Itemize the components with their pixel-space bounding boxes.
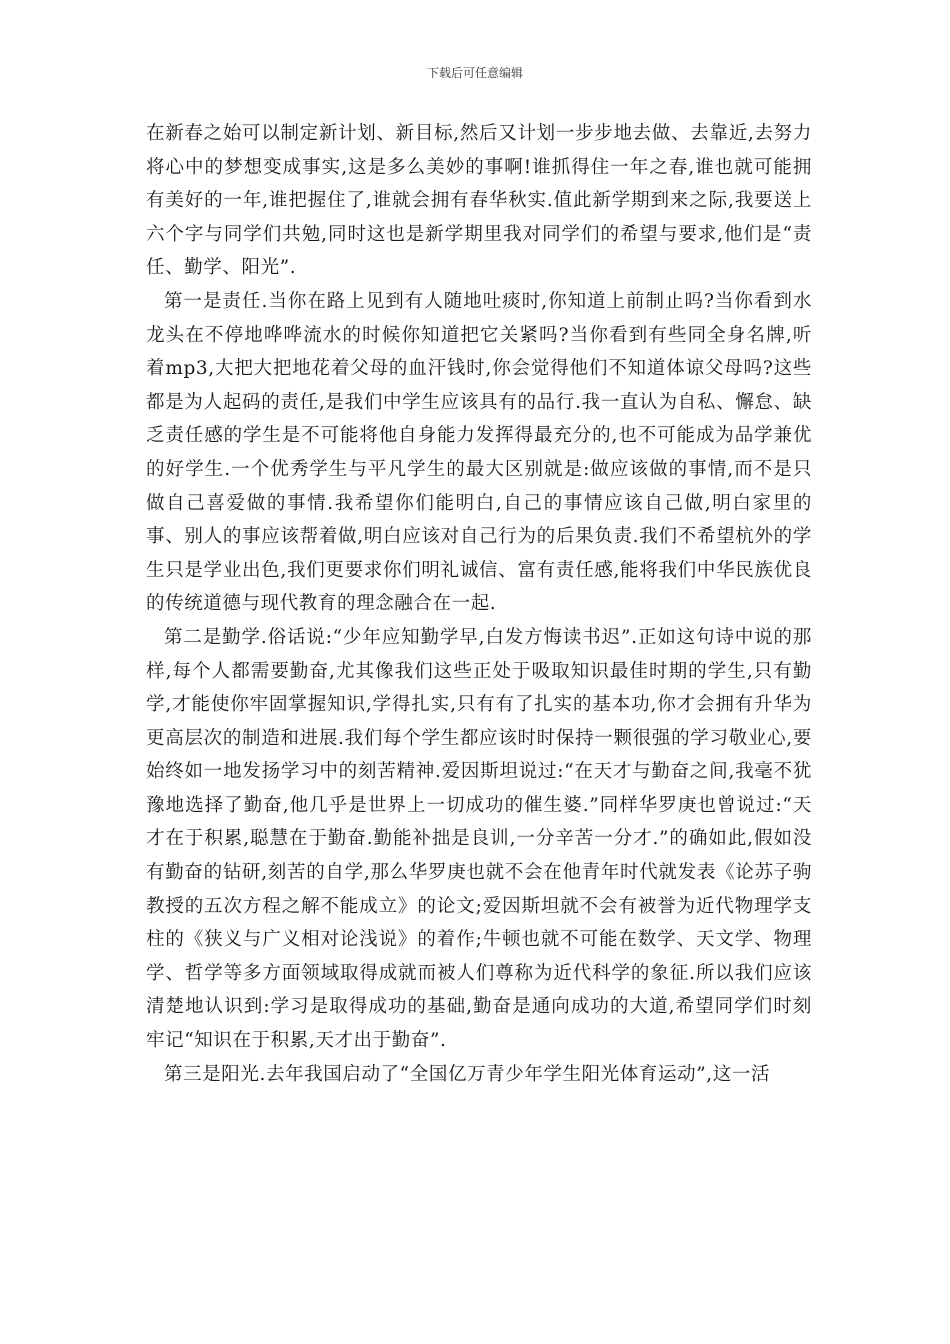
document-body: [146, 117, 812, 1091]
paragraph-diligence: 第二是勤学.俗话说:“少年应知勤学早,白发方悔读书迟”.正如这句诗中说的那样,每个人都需要勤奋,尤其像我们这些正处于吸取知识最佳时期的学生,只有勤学,才能使你牢固掌握知识,学得扎实,只有有了扎实的基本功,你才会拥有升华为更高层次的制造和进展.我们每个学生都应该时时保持一颗很强的学习敬业心,要始终如一地发扬学习中的刻苦精神.爱因斯坦说过:“在天才与勤奋之间,我毫不犹豫地选择了勤奋,他几乎是世界上一切成功的催生婆.”同样华罗庚也曾说过:“天才在于积累,聪慧在于勤奋.勤能补拙是良训,一分辛苦一分才.”的确如此,假如没有勤奋的钻研,刻苦的自学,那么华罗庚也就不会在他青年时代就发表《论苏子驹教授的五次方程之解不能成立》的论文;爱因斯坦就不会有被誉为近代物理学支柱的《狭义与广义相对论浅说》的着作;牛顿也就不可能在数学、天文学、物理学、哲学等多方面领域取得成就而被人们尊称为近代科学的象征.所以我们应该清楚地认识到:学习是取得成功的基础,勤奋是通向成功的大道,希望同学们时刻牢记“知识在于积累,天才出于勤奋”.: [146, 626, 812, 1052]
paragraph-responsibility: 第一是责任.当你在路上见到有人随地吐痰时,你知道上前制止吗?当你看到水龙头在不停地哗哗流水的时候你知道把它关紧吗?当你看到有些同全身名牌,听着mp3,大把大把地花着父母的血汗钱时,你会觉得他们不知道体谅父母吗?这些都是为人起码的责任,是我们中学生应该具有的品行.我一直认为自私、懈怠、缺乏责任感的学生是不可能将他自身能力发挥得最充分的,也不可能成为品学兼优的好学生.一个优秀学生与平凡学生的最大区别就是:做应该做的事情,而不是只做自己喜爱做的事情.我希望你们能明白,自己的事情应该自己做,明白家里的事、别人的事应该帮着做,明白应该对自己行为的后果负责.我们不希望杭外的学生只是学业出色,我们更要求你们明礼诚信、富有责任感,能将我们中华民族优良的传统道德与现代教育的理念融合在一起.: [146, 290, 812, 615]
page-header: 下载后可任意编辑: [426, 66, 523, 80]
paragraph-sunshine: 第三是阳光.去年我国启动了“全国亿万青少年学生阳光体育运动”,这一活: [164, 1063, 771, 1085]
paragraph-intro: 在新春之始可以制定新计划、新目标,然后又计划一步步地去做、去靠近,去努力将心中的梦想变成事实,这是多么美妙的事啊!谁抓得住一年之春,谁也就可能拥有美好的一年,谁把握住了,谁就会拥有春华秋实.值此新学期到来之际,我要送上六个字与同学们共勉,同时这也是新学期里我对同学们的希望与要求,他们是“责任、勤学、阳光”.: [146, 123, 812, 279]
